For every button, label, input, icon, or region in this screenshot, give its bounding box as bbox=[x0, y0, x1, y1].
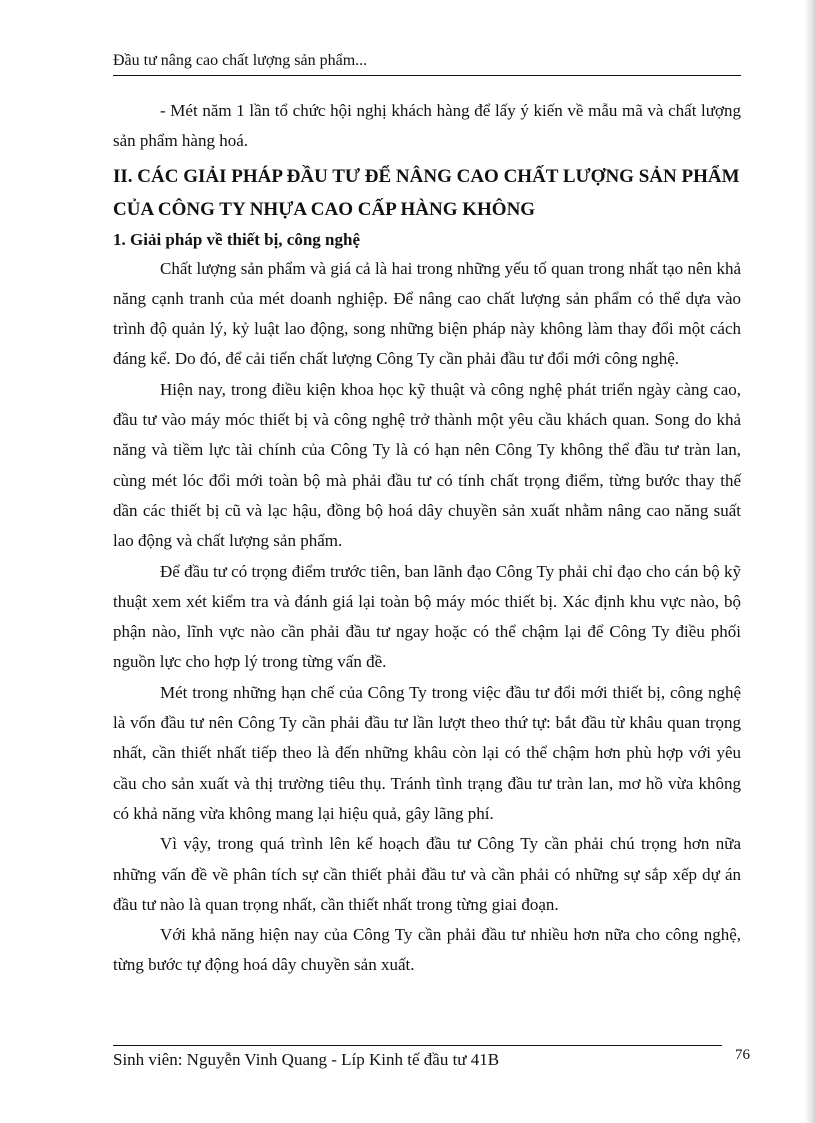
subsection-heading: 1. Giải pháp về thiết bị, công nghệ bbox=[113, 229, 361, 249]
footer-author-line: Sinh viên: Nguyễn Vinh Quang - Líp Kinh tế đầu tư 41B bbox=[113, 1050, 500, 1069]
body-paragraph: Hiện nay, trong điều kiện khoa học kỹ thuật và công nghệ phát triển ngày càng cao, đầu tư vào máy móc thiết bị và công nghệ trở thành một yêu cầu khách quan. Song do khả năng và tiềm lực tài chính của Công Ty là có hạn nên Công Ty không thể đầu tư tràn lan, cùng mét lóc đổi mới toàn bộ mà phải đầu tư có tính chất trọng điểm, từng bước thay thế dần các thiết bị cũ và lạc hậu, đồng bộ hoá dây chuyền sản xuất nhằm nâng cao năng suất lao động và chất lượng sản phẩm. bbox=[113, 379, 741, 551]
page-body bbox=[113, 96, 741, 981]
body-paragraph: Để đầu tư có trọng điểm trước tiên, ban lãnh đạo Công Ty phải chỉ đạo cho cán bộ kỹ thuật xem xét kiểm tra và đánh giá lại toàn bộ máy móc thiết bị. Xác định khu vực nào, bộ phận nào, lĩnh vực nào cần phải đầu tư ngay hoặc có thể chậm lại để Công Ty điều phối nguồn lực cho hợp lý trong từng vấn đề. bbox=[113, 561, 741, 672]
footer-divider bbox=[113, 1045, 722, 1046]
header-divider bbox=[113, 75, 741, 76]
body-paragraph: Với khả năng hiện nay của Công Ty cần phải đầu tư nhiều hơn nữa cho công nghệ, từng bước tự động hoá dây chuyền sản xuất. bbox=[113, 925, 741, 975]
body-paragraph: Vì vậy, trong quá trình lên kế hoạch đầu tư Công Ty cần phải chú trọng hơn nữa những vấn đề về phân tích sự cần thiết phải đầu tư và cần phải có những sự sắp xếp dự án đầu tư nào là quan trọng nhất, cần thiết nhất trong từng giai đoạn. bbox=[113, 834, 741, 914]
body-paragraph: Chất lượng sản phẩm và giá cả là hai trong những yếu tố quan trong nhất tạo nên khả năng cạnh tranh của mét doanh nghiệp. Để nâng cao chất lượng sản phẩm có thể dựa vào trình độ quản lý, kỷ luật lao động, song những biện pháp này không làm thay đổi một cách đáng kể. Do đó, để cải tiến chất lượng Công Ty cần phải đầu tư đổi mới công nghệ. bbox=[113, 258, 741, 369]
intro-paragraph: - Mét năm 1 lần tổ chức hội nghị khách hàng để lấy ý kiến về mẫu mã và chất lượng sản phẩm hàng hoá. bbox=[113, 101, 741, 151]
page-number: 76 bbox=[735, 1047, 750, 1063]
body-paragraph: Mét trong những hạn chế của Công Ty trong việc đầu tư đổi mới thiết bị, công nghệ là vốn đầu tư nên Công Ty cần phải đầu tư lần lượt theo thứ tự: bắt đầu từ khâu quan trọng nhất, cần thiết nhất tiếp theo là đến những khâu còn lại có thể chậm hơn phù hợp với yêu cầu cho sản xuất và thị trường tiêu thụ. Tránh tình trạng đầu tư tràn lan, mơ hồ vừa không có khả năng vừa không mang lại hiệu quả, gây lãng phí. bbox=[113, 682, 741, 823]
section-heading: II. CÁC GIẢI PHÁP ĐẦU TƯ ĐỂ NÂNG CAO CHẤT LƯỢNG SẢN PHẨM CỦA CÔNG TY NHỰA CAO CẤP HÀNG KHÔNG bbox=[113, 165, 740, 220]
running-header: Đầu tư nâng cao chất lượng sản phẩm... bbox=[113, 52, 368, 69]
page-edge-shadow bbox=[804, 0, 816, 1123]
